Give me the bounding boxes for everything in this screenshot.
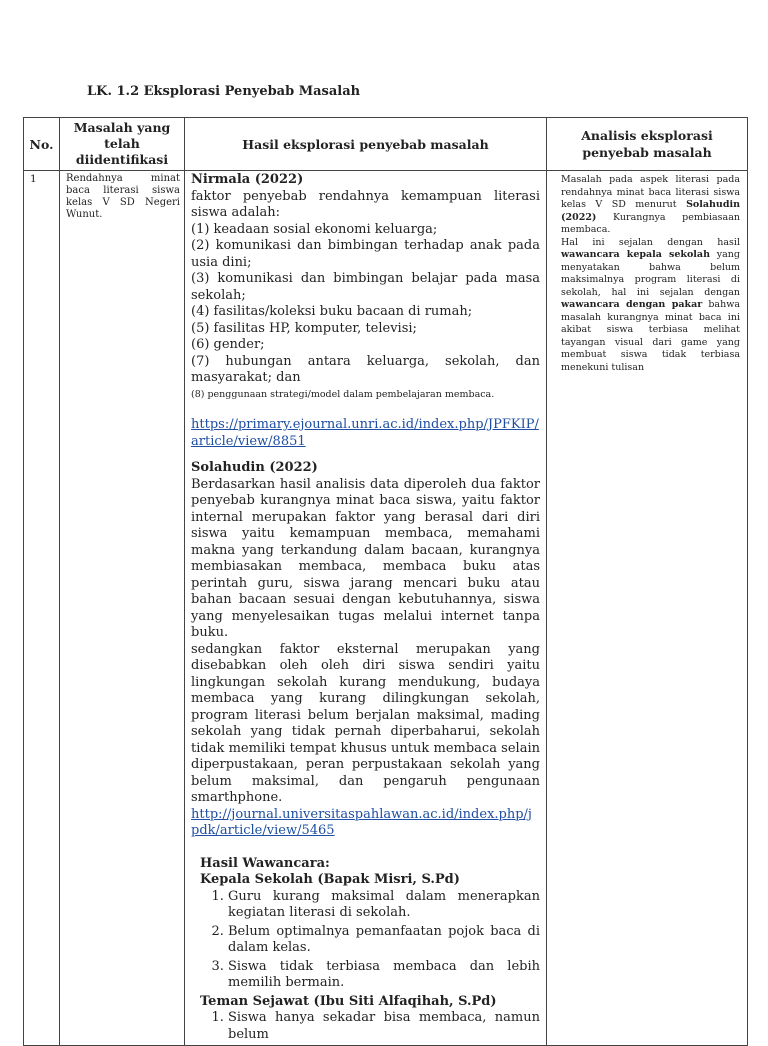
analisis-paragraph-2: Hal ini sejalan dengan hasil wawancara kepala sekolah yang menyatakan bahwa belum maksimalnya program literasi di sekolah, hal ini sejalan dengan wawancara dengan pakar bahwa masalah kurangnya minat baca ini akibat siswa terbiasa melihat tayangan visual dari game yang membuat siswa tidak terbiasa menekuni tulisan — [561, 236, 740, 373]
solahudin-link[interactable]: http://journal.universitaspahlawan.ac.id/index.php/jpdk/article/view/5465 — [191, 806, 532, 838]
list-item: 3. Siswa tidak terbiasa membaca dan lebih memilih bermain. — [228, 959, 540, 992]
nirmala-item: (1) keadaan sosial ekonomi keluarga; — [191, 221, 438, 237]
solahudin-paragraph-1: Berdasarkan hasil analisis data diperoleh dua faktor penyebab kurangnya minat baca siswa, yaitu faktor internal merupakan faktor yang berasal dari diri siswa yaitu kemampuan membaca, memahami makna yang terkandung dalam bacaan, kurangnya membiasakan membaca, membaca buku atas perintah guru, siswa jarang mencari buku atau bahan bacaan sesuai dengan kebutuhannya, siswa yang menyelesaikan tugas melalui internet tanpa buku. — [191, 476, 540, 640]
nirmala-intro: faktor penyebab rendahnya kemampuan literasi siswa adalah: — [191, 188, 540, 220]
wawancara-heading: Hasil Wawancara: — [200, 855, 330, 871]
exploration-table — [23, 117, 748, 1046]
cell-hasil — [185, 171, 547, 1046]
sejawat-list — [200, 1010, 540, 1043]
document-title: LK. 1.2 Eksplorasi Penyebab Masalah — [87, 84, 361, 99]
header-row — [24, 118, 748, 171]
list-item: 2. Belum optimalnya pemanfaatan pojok baca di dalam kelas. — [228, 924, 540, 957]
nirmala-item: (8) penggunaan strategi/model dalam pembelajaran membaca. — [191, 388, 495, 400]
nirmala-item: (5) fasilitas HP, komputer, televisi; — [191, 320, 417, 336]
list-item: 1. Guru kurang maksimal dalam menerapkan kegiatan literasi di sekolah. — [228, 889, 540, 922]
nirmala-item: (4) fasilitas/koleksi buku bacaan di rumah; — [191, 304, 473, 319]
nirmala-heading: Nirmala (2022) — [191, 172, 304, 187]
cell-analisis — [547, 171, 748, 1046]
cell-masalah: Rendahnya minat baca literasi siswa kelas V SD Negeri Wunut. — [60, 171, 185, 1046]
kepsek-list — [200, 889, 540, 992]
cell-no: 1 — [24, 171, 60, 1046]
kepsek-heading: Kepala Sekolah (Bapak Misri, S.Pd) — [200, 872, 460, 887]
solahudin-paragraph-2: sedangkan faktor eksternal merupakan yang disebabkan oleh oleh diri siswa sendiri yaitu lingkungan sekolah kurang mendukung, budaya membaca yang kurang dilingkungan sekolah, program literasi belum berjalan maksimal, mading sekolah yang tidak pernah diperbaharui, sekolah tidak memiliki tempat khusus untuk membaca selain diperpustakaan, peran perpustakaan sekolah yang belum maksimal, dan pengaruh pengunaan smarthphone. — [191, 641, 540, 805]
table-row — [24, 171, 748, 1046]
analisis-paragraph-1: Masalah pada aspek literasi pada rendahnya minat baca literasi siswa kelas V SD menurut Solahudin (2022) Kurangnya pembiasaan membaca. — [561, 174, 740, 235]
nirmala-item: (2) komunikasi dan bimbingan terhadap anak pada usia dini; — [191, 238, 540, 270]
header-hasil: Hasil eksplorasi penyebab masalah — [185, 118, 547, 171]
header-masalah: Masalah yang telah diidentifikasi — [60, 118, 185, 171]
nirmala-item: (7) hubungan antara keluarga, sekolah, dan masyarakat; dan — [191, 353, 540, 385]
header-analisis: Analisis eksplorasi penyebab masalah — [547, 118, 748, 171]
solahudin-heading: Solahudin (2022) — [191, 460, 318, 475]
nirmala-item: (6) gender; — [191, 337, 265, 352]
header-no: No. — [24, 118, 60, 171]
nirmala-item: (3) komunikasi dan bimbingan belajar pada masa sekolah; — [191, 271, 540, 303]
sejawat-heading: Teman Sejawat (Ibu Siti Alfaqihah, S.Pd) — [200, 993, 497, 1009]
nirmala-link[interactable]: https://primary.ejournal.unri.ac.id/index.php/JPFKIP/article/view/8851 — [191, 417, 539, 449]
list-item: 1. Siswa hanya sekadar bisa membaca, namun belum — [228, 1010, 540, 1043]
